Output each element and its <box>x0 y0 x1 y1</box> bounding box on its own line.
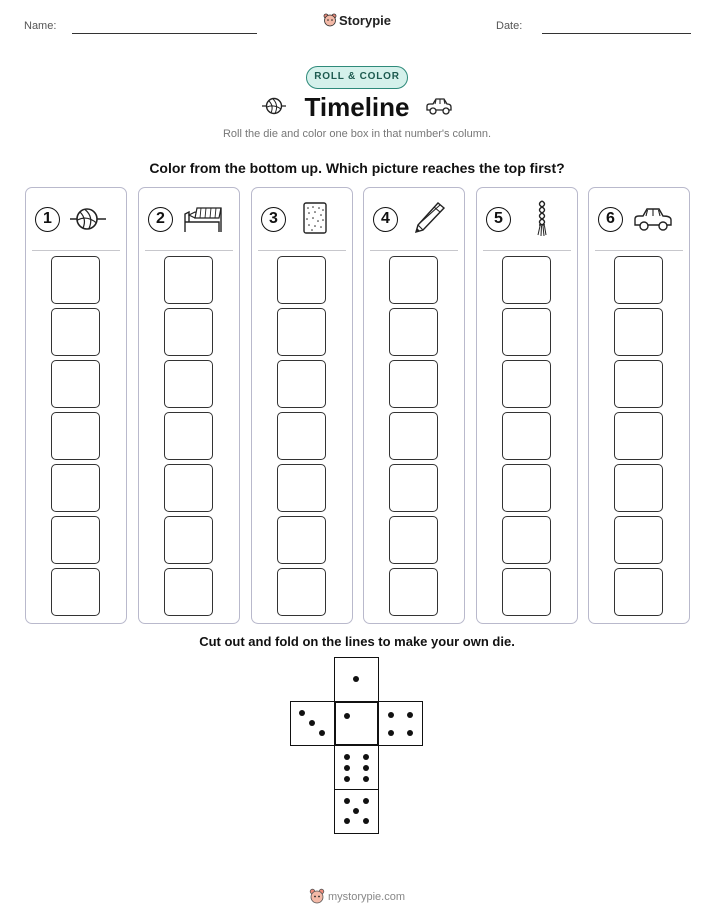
color-box[interactable] <box>164 464 213 512</box>
die-instruction: Cut out and fold on the lines to make your own die. <box>199 634 515 649</box>
date-label: Date: <box>496 20 523 32</box>
question-text: Color from the bottom up. Which picture reaches the top first? <box>149 160 565 176</box>
color-box[interactable] <box>614 464 663 512</box>
color-box[interactable] <box>51 360 100 408</box>
sponge-icon <box>294 198 340 238</box>
die-pip <box>344 818 350 824</box>
die-pip <box>363 754 369 760</box>
column-5 <box>476 187 578 624</box>
color-box[interactable] <box>164 516 213 564</box>
yarn-ball-icon <box>68 198 114 238</box>
color-box[interactable] <box>614 308 663 356</box>
color-box[interactable] <box>277 568 326 616</box>
pencil-icon <box>406 198 452 238</box>
die-pip <box>407 712 413 718</box>
color-box[interactable] <box>502 516 551 564</box>
footer <box>0 888 714 904</box>
color-box[interactable] <box>389 516 438 564</box>
color-box[interactable] <box>164 256 213 304</box>
color-box[interactable] <box>389 568 438 616</box>
color-box[interactable] <box>614 360 663 408</box>
color-box[interactable] <box>389 256 438 304</box>
die-face-5 <box>334 789 379 834</box>
die-pip <box>363 818 369 824</box>
die-face-3 <box>290 701 335 746</box>
color-box[interactable] <box>51 568 100 616</box>
column-4 <box>363 187 465 624</box>
color-box[interactable] <box>502 308 551 356</box>
brand-name: Storypie <box>338 13 391 28</box>
column-divider <box>32 250 120 251</box>
color-box[interactable] <box>389 464 438 512</box>
car-icon <box>424 95 454 117</box>
date-line[interactable] <box>542 33 691 34</box>
die-pip <box>353 808 359 814</box>
die-pip <box>353 676 359 682</box>
color-box[interactable] <box>51 308 100 356</box>
die-pip <box>344 754 350 760</box>
color-box[interactable] <box>51 256 100 304</box>
column-divider <box>370 250 458 251</box>
color-box[interactable] <box>277 516 326 564</box>
color-box[interactable] <box>164 308 213 356</box>
color-box[interactable] <box>502 568 551 616</box>
column-number: 6 <box>598 207 623 232</box>
color-box[interactable] <box>164 568 213 616</box>
column-number: 3 <box>261 207 286 232</box>
instruction-text: Roll the die and color one box in that number's column. <box>222 128 492 140</box>
die-pip <box>299 710 305 716</box>
column-number: 4 <box>373 207 398 232</box>
die-pip <box>388 730 394 736</box>
die-pip <box>344 713 350 719</box>
car-icon <box>631 198 677 238</box>
die-pip <box>363 798 369 804</box>
die-face-center <box>334 701 379 746</box>
die-pip <box>407 730 413 736</box>
name-label: Name: <box>24 20 57 32</box>
column-divider <box>483 250 571 251</box>
page-title: Timeline <box>304 92 410 122</box>
color-box[interactable] <box>277 256 326 304</box>
color-box[interactable] <box>614 568 663 616</box>
name-line[interactable] <box>72 33 257 34</box>
die-pip <box>388 712 394 718</box>
color-box[interactable] <box>277 412 326 460</box>
color-box[interactable] <box>277 360 326 408</box>
column-divider <box>258 250 346 251</box>
color-box[interactable] <box>389 412 438 460</box>
color-box[interactable] <box>389 360 438 408</box>
color-box[interactable] <box>502 412 551 460</box>
column-number: 2 <box>148 207 173 232</box>
mascot-icon <box>323 13 337 27</box>
die-pip <box>363 765 369 771</box>
die-pip <box>363 776 369 782</box>
color-box[interactable] <box>51 464 100 512</box>
color-box[interactable] <box>389 308 438 356</box>
column-divider <box>595 250 683 251</box>
die-face-4 <box>378 701 423 746</box>
bed-icon <box>181 198 227 238</box>
die-pip <box>344 776 350 782</box>
color-box[interactable] <box>502 360 551 408</box>
color-box[interactable] <box>277 308 326 356</box>
color-box[interactable] <box>164 412 213 460</box>
column-3 <box>251 187 353 624</box>
column-1 <box>25 187 127 624</box>
footer-url[interactable]: mystorypie.com <box>327 891 406 903</box>
die-pip <box>319 730 325 736</box>
column-2 <box>138 187 240 624</box>
column-divider <box>145 250 233 251</box>
color-box[interactable] <box>277 464 326 512</box>
color-box[interactable] <box>51 412 100 460</box>
color-box[interactable] <box>502 256 551 304</box>
color-box[interactable] <box>51 516 100 564</box>
column-number: 5 <box>486 207 511 232</box>
column-6 <box>588 187 690 624</box>
roll-color-badge: ROLL & COLOR <box>306 66 408 89</box>
color-box[interactable] <box>502 464 551 512</box>
color-box[interactable] <box>614 256 663 304</box>
column-number: 1 <box>35 207 60 232</box>
die-face-6 <box>334 745 379 790</box>
die-pip <box>309 720 315 726</box>
color-box[interactable] <box>164 360 213 408</box>
mascot-icon <box>309 888 325 904</box>
brand-logo <box>0 13 714 28</box>
die-face-1 <box>334 657 379 702</box>
color-box[interactable] <box>614 516 663 564</box>
color-box[interactable] <box>614 412 663 460</box>
die-pip <box>344 798 350 804</box>
braid-icon <box>519 198 565 238</box>
die-pip <box>344 765 350 771</box>
